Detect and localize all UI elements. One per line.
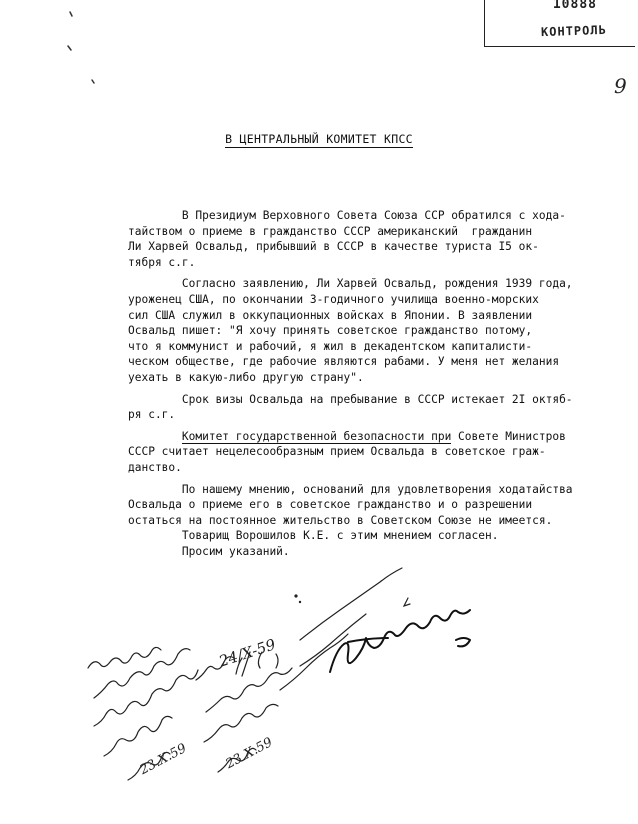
text-line: Просим указаний. — [128, 544, 290, 558]
page-number: 9 — [614, 74, 627, 98]
text-line: Согласно заявлению, Ли Харвей Освальд, рождения 1939 года, — [128, 277, 573, 291]
text-line: По нашему мнению, оснований для удовлетворения ходатайства — [128, 482, 573, 496]
text-line: Ли Харвей Освальд, прибывший в СССР в качестве туриста I5 ок- — [128, 240, 539, 254]
margin-ticks — [68, 12, 94, 83]
text-line: СССР считает нецелесообразным прием Освальда в советское граж- — [128, 445, 546, 459]
text-line: Товарищ Ворошилов К.Е. с этим мнением согласен. — [128, 529, 499, 543]
text-line: данство. — [128, 460, 182, 474]
signature-text — [340, 610, 493, 635]
text-line: уехать в какую-либо другую страну". — [128, 370, 364, 384]
heading-text: В ЦЕНТРАЛЬНЫЙ КОМИТЕТ КПСС — [225, 132, 413, 146]
text-line: что я коммунист и рабочий, я жил в декадентском капиталисти- — [128, 339, 533, 353]
handwritten-note-left: 23.X.59 — [137, 740, 190, 779]
handwritten-resolution-left — [88, 647, 198, 780]
stray-marks — [294, 594, 301, 603]
underlined-phrase: Комитет государственной безопасности при — [181, 429, 452, 443]
text-line: тайством о приеме в гражданство СССР американский гражданин — [128, 224, 533, 238]
text-line: Освальда о приеме его в советское гражданство и о разрешении — [128, 498, 533, 512]
text-line: В Президиум Верховного Совета Союза ССР обратился с хода- — [128, 209, 566, 222]
text-line: сил США служил в оккупационных войсках в Японии. В заявлении — [128, 308, 533, 322]
text-line: Комитет государственной безопасности при Совете Министров — [181, 429, 566, 443]
handwritten-date: 24/X-59 — [216, 635, 278, 671]
text-line: Срок визы Освальда на пребывание в СССР истекает 2I октяб- — [128, 392, 573, 406]
handwritten-note-center: 23.X.59 — [223, 734, 276, 773]
text-line: Освальд пишет: "Я хочу принять советское гражданство потому, — [128, 324, 533, 338]
text-line: ческом обществе, где рабочие являются рабами. У меня нет желания — [128, 355, 560, 369]
stamp-label: КОНТРОЛЬ — [540, 22, 608, 40]
text-line: тября с.г. — [128, 255, 196, 269]
text-line: уроженец США, по окончании 3-годичного училища военно-морских — [128, 292, 539, 306]
text-line: ря с.г. — [128, 408, 176, 422]
stamp-number: 10888 — [552, 0, 597, 12]
text-line: остаться на постоянное жительство в Советском Союзе не имеется. — [128, 513, 553, 527]
